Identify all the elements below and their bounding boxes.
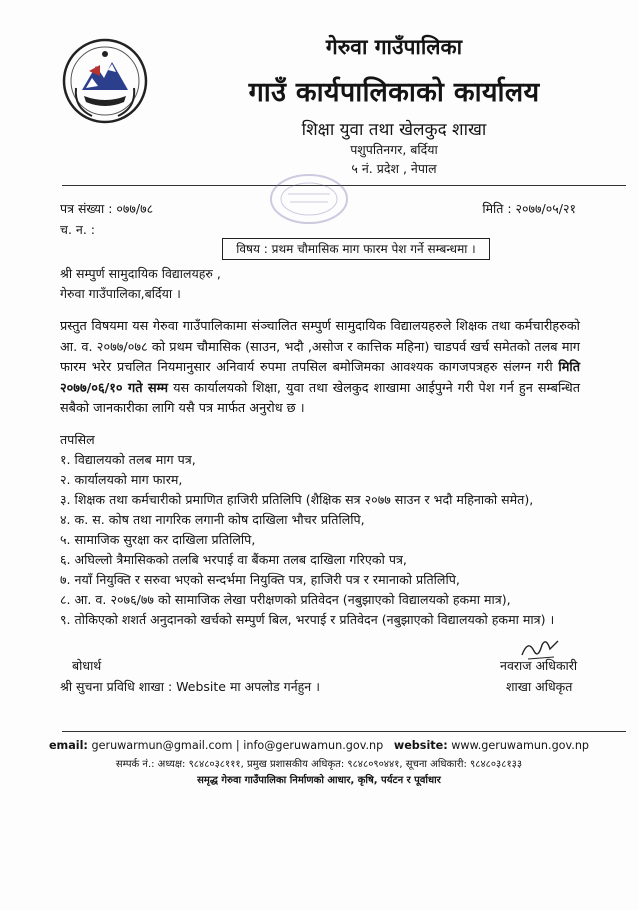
address-line-1: पशुपतिनगर, बर्दिया (350, 142, 438, 157)
info-email-link[interactable]: info@geruwamun.gov.np (243, 739, 384, 752)
section-name: शिक्षा युवा तथा खेलकुद शाखा (301, 120, 487, 140)
recipient-line-1: श्री सम्पुर्ण सामुदायिक विद्यालयहरु , (60, 266, 221, 281)
footer-separator: | (235, 739, 240, 752)
list-item: ९. तोकिएको शशर्त अनुदानको खर्चको सम्पुर्ण बिल, भरपाई र प्रतिवेदन (नबुझाएको विद्यालयको हकमा मात्र) । (60, 612, 555, 627)
footer-divider (62, 731, 626, 732)
recipient-line-2: गेरुवा गाउँपालिका,बर्दिया । (60, 286, 181, 301)
subject-line: विषय : प्रथम चौमासिक माग फारम पेश गर्ने सम्बन्धमा । (222, 238, 490, 260)
cc-heading: बोधार्थ (72, 658, 102, 673)
list-item: ३. शिक्षक तथा कर्मचारीको प्रमाणित हाजिरी प्रतिलिपि (शैक्षिक सत्र २०७७ साउन र भदौ महिनाको समेत), (60, 492, 534, 507)
address-line-2: ५ नं. प्रदेश , नेपाल (351, 161, 437, 176)
body-text-after: यस कार्यालयको शिक्षा, युवा तथा खेलकुद शाखामा आईपुग्ने गरी पेश गर्न हुन सम्बन्धित सबैको जानकारीका लागि यसै पत्र मार्फत अनुरोध छ । (60, 380, 580, 416)
nepal-emblem-logo (62, 38, 148, 124)
list-item: ६. अघिल्लो त्रैमासिकको तलबि भरपाई वा बैंकमा तलब दाखिला गरिएको पत्र, (60, 552, 407, 567)
footer-slogan: समृद्ध गेरुवा गाउँपालिका निर्माणको आधार, कृषि, पर्यटन र पूर्वाधार (197, 775, 441, 786)
body-text-before: प्रस्तुत विषयमा यस गेरुवा गाउँपालिकामा संञ्चालित सम्पुर्ण सामुदायिक विद्यालयहरुले शिक्षक तथा कर्मचारीहरुको आ. व. २०७७/०७८ को प्रथम चौमासिक (साउन, भदौ ,असोज र कात्तिक महिना) चाडपर्व खर्च समेतको तलब माग फारम भरेर प्रचलित नियमानुसार अनिवार्य रुपमा तपसिल बमोजिमका आवश्यक कागजपत्रहरु संलग्न गरी (60, 319, 580, 375)
list-item: २. कार्यालयको माग फारम, (60, 472, 183, 487)
email-label: email: (48, 739, 88, 752)
footer-phone-numbers: सम्पर्क नं.: अध्यक्ष: ९८४८०३८१११, प्रमुख प्रशासकीय अधिकृत: ९८४८०९०४४१, सूचना अधिकारी: ९८४८०३८१३३ (115, 759, 523, 770)
email-link[interactable]: geruwarmun@gmail.com (91, 739, 233, 752)
list-heading: तपसिल (60, 432, 95, 447)
signatory-title: शाखा अधिकृत (506, 679, 573, 694)
office-stamp (268, 172, 350, 226)
footer-contacts (0, 739, 638, 752)
deadline-text: मिति २०७७/०६/१० गते सम्म (60, 360, 580, 396)
dispatch-number: च. न. : (60, 222, 95, 237)
list-item: ४. क. स. कोष तथा नागरिक लगानी कोष दाखिला भौचर प्रतिलिपि, (60, 512, 365, 527)
list-item: ७. नयाँ नियुक्ति र सरुवा भएको सन्दर्भमा नियुक्ति पत्र, हाजिरी पत्र र रमानाको प्रतिलिपि, (60, 572, 460, 587)
body-paragraph (60, 317, 580, 420)
letter-number: पत्र संख्या : ०७७/७८ (60, 201, 154, 216)
cc-line: श्री सुचना प्रविधि शाखा : Website मा अपलोड गर्नहुन । (60, 679, 320, 694)
website-label: website: (393, 739, 448, 752)
list-item: ५. सामाजिक सुरक्षा कर दाखिला प्रतिलिपि, (60, 532, 256, 547)
letter-date: मिति : २०७७/०५/२१ (482, 201, 576, 216)
website-link[interactable]: www.geruwamun.gov.np (451, 739, 590, 752)
list-item: १. विद्यालयको तलब माग पत्र, (60, 452, 196, 467)
list-item: ८. आ. व. २०७६/७७ को सामाजिक लेखा परीक्षणको प्रतिवेदन (नबुझाएको विद्यालयको हकमा मात्र), (60, 592, 511, 607)
attachments-list (60, 430, 554, 630)
office-name: गाउँ कार्यपालिकाको कार्यालय (248, 77, 540, 108)
signatory-name: नवराज अधिकारी (500, 658, 578, 673)
municipality-name: गेरुवा गाउँपालिका (325, 35, 463, 59)
